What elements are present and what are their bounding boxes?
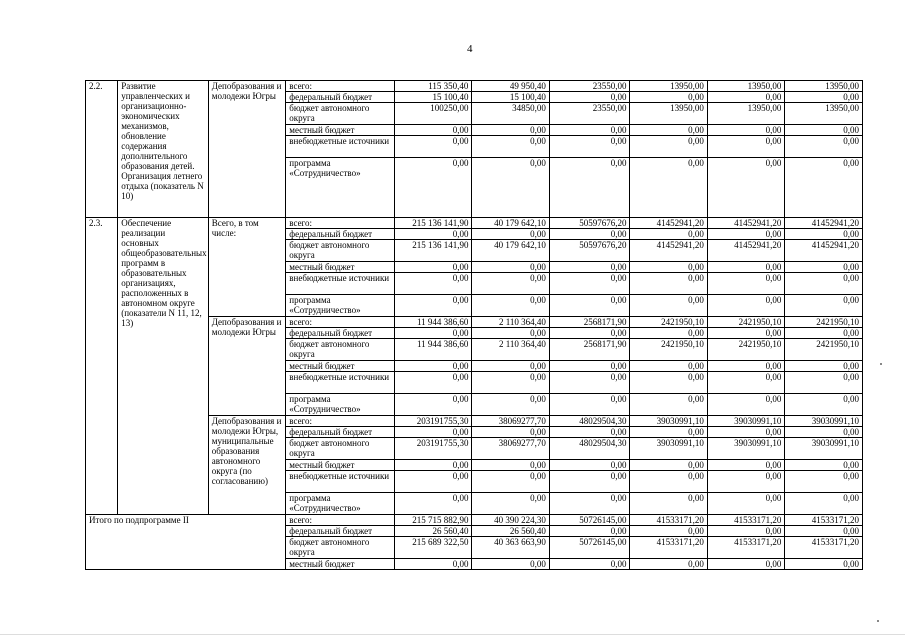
amount-cell: 0,00: [472, 394, 549, 416]
subtotal-label: Итого по подпрограмме II: [86, 515, 286, 570]
amount-cell: 0,00: [630, 361, 707, 372]
source-label: бюджет автономного округа: [286, 438, 395, 460]
amount-cell: 0,00: [472, 361, 549, 372]
executor: Депобразования и молодежи Югры: [208, 317, 285, 416]
amount-cell: 115 350,40: [394, 81, 471, 92]
amount-cell: 0,00: [549, 526, 630, 537]
source-label: федеральный бюджет: [286, 328, 395, 339]
amount-cell: 11 944 386,60: [394, 339, 471, 361]
amount-cell: 0,00: [394, 136, 471, 158]
amount-cell: 0,00: [549, 460, 630, 471]
scan-speck: [880, 363, 882, 365]
amount-cell: 0,00: [549, 295, 630, 317]
amount-cell: 40 390 224,30: [472, 515, 549, 526]
budget-table: [85, 80, 863, 570]
amount-cell: 39030991,10: [707, 438, 784, 460]
source-label: местный бюджет: [286, 262, 395, 273]
amount-cell: 23550,00: [549, 81, 630, 92]
amount-cell: 11 944 386,60: [394, 317, 471, 328]
amount-cell: 48029504,30: [549, 438, 630, 460]
amount-cell: 0,00: [394, 394, 471, 416]
source-label: всего:: [286, 317, 395, 328]
source-label: федеральный бюджет: [286, 526, 395, 537]
source-label: местный бюджет: [286, 460, 395, 471]
amount-cell: 41452941,20: [630, 240, 707, 262]
amount-cell: 0,00: [785, 394, 863, 416]
amount-cell: 0,00: [707, 471, 784, 493]
source-label: федеральный бюджет: [286, 229, 395, 240]
amount-cell: 0,00: [630, 372, 707, 394]
amount-cell: 0,00: [549, 427, 630, 438]
amount-cell: 0,00: [785, 295, 863, 317]
amount-cell: 0,00: [630, 493, 707, 515]
amount-cell: 0,00: [394, 372, 471, 394]
amount-cell: 0,00: [394, 361, 471, 372]
amount-cell: 0,00: [785, 273, 863, 295]
source-label: федеральный бюджет: [286, 92, 395, 103]
amount-cell: 215 136 141,90: [394, 240, 471, 262]
amount-cell: 0,00: [472, 273, 549, 295]
amount-cell: 0,00: [549, 92, 630, 103]
amount-cell: 0,00: [549, 125, 630, 136]
executor: Депобразования и молодежи Югры: [208, 81, 285, 218]
source-label: местный бюджет: [286, 361, 395, 372]
amount-cell: 50726145,00: [549, 515, 630, 526]
amount-cell: 49 950,40: [472, 81, 549, 92]
amount-cell: 0,00: [707, 394, 784, 416]
amount-cell: 0,00: [630, 158, 707, 218]
amount-cell: 13950,00: [785, 81, 863, 92]
amount-cell: 15 100,40: [394, 92, 471, 103]
source-label: всего:: [286, 218, 395, 229]
amount-cell: 0,00: [394, 493, 471, 515]
amount-cell: 0,00: [549, 158, 630, 218]
amount-cell: 0,00: [707, 136, 784, 158]
amount-cell: 41452941,20: [785, 218, 863, 229]
row-number: 2.3.: [86, 218, 118, 515]
amount-cell: 0,00: [472, 328, 549, 339]
amount-cell: 0,00: [707, 372, 784, 394]
amount-cell: 41533171,20: [630, 515, 707, 526]
amount-cell: 0,00: [472, 229, 549, 240]
amount-cell: 0,00: [630, 471, 707, 493]
amount-cell: 0,00: [630, 460, 707, 471]
amount-cell: 41452941,20: [707, 218, 784, 229]
amount-cell: 2421950,10: [707, 317, 784, 328]
amount-cell: 26 560,40: [472, 526, 549, 537]
amount-cell: 41533171,20: [630, 537, 707, 559]
amount-cell: 0,00: [549, 493, 630, 515]
amount-cell: 0,00: [394, 460, 471, 471]
amount-cell: 0,00: [472, 158, 549, 218]
amount-cell: 0,00: [549, 328, 630, 339]
amount-cell: 0,00: [707, 158, 784, 218]
scan-edge-line: [0, 634, 905, 635]
measure-name: Развитие управленческих и организационно-экономических механизмов, обновление содержания дополнительного образования детей. Организация летнего отдыха (показатель N 10): [118, 81, 209, 218]
amount-cell: 0,00: [549, 471, 630, 493]
amount-cell: 0,00: [472, 372, 549, 394]
amount-cell: 13950,00: [785, 103, 863, 125]
amount-cell: 203191755,30: [394, 416, 471, 427]
amount-cell: 203191755,30: [394, 438, 471, 460]
amount-cell: 50726145,00: [549, 537, 630, 559]
amount-cell: 2421950,10: [785, 339, 863, 361]
amount-cell: 0,00: [472, 427, 549, 438]
source-label: программа «Сотрудничество»: [286, 493, 395, 515]
amount-cell: 0,00: [707, 125, 784, 136]
amount-cell: 13950,00: [630, 81, 707, 92]
amount-cell: 41533171,20: [707, 537, 784, 559]
source-label: бюджет автономного округа: [286, 339, 395, 361]
table-row: [86, 81, 863, 92]
amount-cell: 0,00: [707, 229, 784, 240]
amount-cell: 39030991,10: [630, 438, 707, 460]
amount-cell: 0,00: [472, 295, 549, 317]
amount-cell: 0,00: [707, 460, 784, 471]
source-label: внебюджетные источники: [286, 273, 395, 295]
source-label: бюджет автономного округа: [286, 537, 395, 559]
amount-cell: 0,00: [549, 394, 630, 416]
source-label: программа «Сотрудничество»: [286, 295, 395, 317]
amount-cell: 0,00: [630, 92, 707, 103]
amount-cell: 215 715 882,90: [394, 515, 471, 526]
executor: Всего, в том числе:: [208, 218, 285, 317]
amount-cell: 100250,00: [394, 103, 471, 125]
amount-cell: 26 560,40: [394, 526, 471, 537]
amount-cell: 41533171,20: [707, 515, 784, 526]
amount-cell: 39030991,10: [630, 416, 707, 427]
amount-cell: 0,00: [785, 471, 863, 493]
amount-cell: 50597676,20: [549, 218, 630, 229]
source-label: бюджет автономного округа: [286, 103, 395, 125]
amount-cell: 0,00: [785, 125, 863, 136]
amount-cell: 0,00: [785, 372, 863, 394]
amount-cell: 0,00: [707, 328, 784, 339]
amount-cell: 0,00: [630, 125, 707, 136]
amount-cell: 13950,00: [630, 103, 707, 125]
amount-cell: 2568171,90: [549, 317, 630, 328]
amount-cell: 0,00: [785, 92, 863, 103]
amount-cell: 2421950,10: [785, 317, 863, 328]
amount-cell: 0,00: [707, 493, 784, 515]
amount-cell: 2 110 364,40: [472, 317, 549, 328]
amount-cell: 0,00: [394, 328, 471, 339]
amount-cell: 0,00: [707, 295, 784, 317]
amount-cell: 0,00: [472, 262, 549, 273]
amount-cell: 0,00: [630, 427, 707, 438]
amount-cell: 0,00: [707, 273, 784, 295]
amount-cell: 215 136 141,90: [394, 218, 471, 229]
amount-cell: 215 689 322,50: [394, 537, 471, 559]
amount-cell: 0,00: [707, 526, 784, 537]
amount-cell: 0,00: [785, 526, 863, 537]
amount-cell: 0,00: [472, 471, 549, 493]
amount-cell: 41452941,20: [630, 218, 707, 229]
amount-cell: 40 179 642,10: [472, 240, 549, 262]
amount-cell: 0,00: [394, 559, 471, 570]
source-label: всего:: [286, 81, 395, 92]
amount-cell: 0,00: [549, 559, 630, 570]
amount-cell: 0,00: [785, 427, 863, 438]
amount-cell: 41452941,20: [785, 240, 863, 262]
amount-cell: 39030991,10: [707, 416, 784, 427]
amount-cell: 0,00: [549, 229, 630, 240]
amount-cell: 48029504,30: [549, 416, 630, 427]
amount-cell: 0,00: [472, 559, 549, 570]
amount-cell: 41452941,20: [707, 240, 784, 262]
source-label: всего:: [286, 515, 395, 526]
amount-cell: 0,00: [394, 125, 471, 136]
amount-cell: 0,00: [785, 136, 863, 158]
amount-cell: 0,00: [549, 262, 630, 273]
amount-cell: 2 110 364,40: [472, 339, 549, 361]
amount-cell: 39030991,10: [785, 438, 863, 460]
amount-cell: 13950,00: [707, 81, 784, 92]
source-label: программа «Сотрудничество»: [286, 394, 395, 416]
amount-cell: 0,00: [630, 273, 707, 295]
amount-cell: 0,00: [549, 361, 630, 372]
source-label: внебюджетные источники: [286, 136, 395, 158]
page-number: 4: [467, 43, 473, 55]
measure-name: Обеспечение реализации основных общеобразовательных программ в образовательных организациях, расположенных в автономном округе (показатели N 11, 12, 13): [118, 218, 209, 515]
amount-cell: 0,00: [630, 559, 707, 570]
amount-cell: 0,00: [394, 471, 471, 493]
amount-cell: 0,00: [630, 526, 707, 537]
amount-cell: 0,00: [707, 427, 784, 438]
amount-cell: 0,00: [394, 158, 471, 218]
source-label: федеральный бюджет: [286, 427, 395, 438]
source-label: внебюджетные источники: [286, 372, 395, 394]
amount-cell: 0,00: [785, 262, 863, 273]
amount-cell: 0,00: [472, 493, 549, 515]
row-number: 2.2.: [86, 81, 118, 218]
amount-cell: 0,00: [472, 460, 549, 471]
amount-cell: 0,00: [785, 361, 863, 372]
amount-cell: 0,00: [394, 229, 471, 240]
amount-cell: 23550,00: [549, 103, 630, 125]
amount-cell: 13950,00: [707, 103, 784, 125]
amount-cell: 0,00: [630, 295, 707, 317]
amount-cell: 0,00: [394, 262, 471, 273]
amount-cell: 0,00: [630, 394, 707, 416]
amount-cell: 0,00: [707, 361, 784, 372]
amount-cell: 0,00: [707, 559, 784, 570]
amount-cell: 40 179 642,10: [472, 218, 549, 229]
amount-cell: 2421950,10: [630, 339, 707, 361]
amount-cell: 0,00: [394, 427, 471, 438]
source-label: бюджет автономного округа: [286, 240, 395, 262]
amount-cell: 0,00: [785, 328, 863, 339]
amount-cell: 2568171,90: [549, 339, 630, 361]
amount-cell: 15 100,40: [472, 92, 549, 103]
executor: Депобразования и молодежи Югры, муниципальные образования автономного округа (по согласованию): [208, 416, 285, 515]
amount-cell: 0,00: [630, 229, 707, 240]
amount-cell: 38069277,70: [472, 438, 549, 460]
amount-cell: 50597676,20: [549, 240, 630, 262]
amount-cell: 0,00: [785, 158, 863, 218]
amount-cell: 0,00: [785, 229, 863, 240]
amount-cell: 0,00: [630, 136, 707, 158]
amount-cell: 34850,00: [472, 103, 549, 125]
amount-cell: 2421950,10: [707, 339, 784, 361]
amount-cell: 0,00: [472, 125, 549, 136]
amount-cell: 0,00: [394, 273, 471, 295]
amount-cell: 0,00: [707, 92, 784, 103]
scan-speck: [877, 620, 879, 622]
amount-cell: 0,00: [549, 273, 630, 295]
amount-cell: 41533171,20: [785, 537, 863, 559]
source-label: местный бюджет: [286, 125, 395, 136]
source-label: всего:: [286, 416, 395, 427]
amount-cell: 0,00: [549, 372, 630, 394]
amount-cell: 0,00: [549, 136, 630, 158]
amount-cell: 0,00: [472, 136, 549, 158]
amount-cell: 38069277,70: [472, 416, 549, 427]
amount-cell: 41533171,20: [785, 515, 863, 526]
amount-cell: 40 363 663,90: [472, 537, 549, 559]
amount-cell: 0,00: [785, 493, 863, 515]
table-row: [86, 515, 863, 526]
amount-cell: 0,00: [707, 262, 784, 273]
source-label: внебюджетные источники: [286, 471, 395, 493]
source-label: программа «Сотрудничество»: [286, 158, 395, 218]
amount-cell: 0,00: [785, 559, 863, 570]
table-row: [86, 218, 863, 229]
source-label: местный бюджет: [286, 559, 395, 570]
amount-cell: 0,00: [785, 460, 863, 471]
amount-cell: 0,00: [630, 328, 707, 339]
amount-cell: 0,00: [394, 295, 471, 317]
amount-cell: 39030991,10: [785, 416, 863, 427]
amount-cell: 0,00: [630, 262, 707, 273]
amount-cell: 2421950,10: [630, 317, 707, 328]
